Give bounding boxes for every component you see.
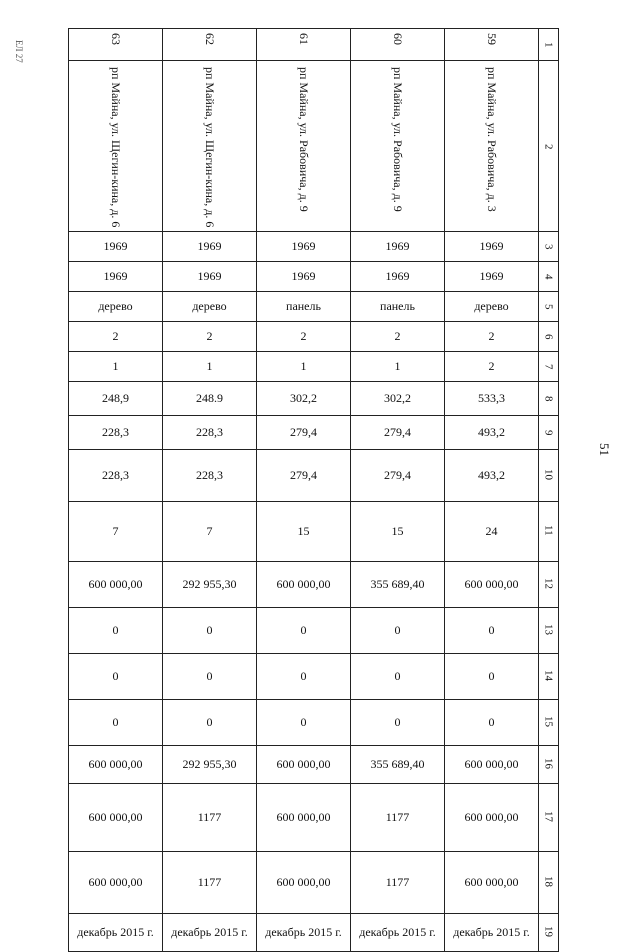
- cell-v14: 0: [445, 654, 539, 700]
- cell-v19: декабрь 2015 г.: [445, 914, 539, 952]
- column-number-label: 18: [542, 875, 555, 887]
- cell-v13: 0: [163, 608, 257, 654]
- column-number-label: 5: [542, 304, 555, 310]
- object-address: рп Майна, ул. Щегин-кина, д. 6: [203, 67, 218, 228]
- table-row: [69, 746, 559, 784]
- column-number: [539, 608, 559, 654]
- cell-v10: 228,3: [69, 450, 163, 502]
- cell-id: [69, 29, 163, 61]
- cell-v18: 600 000,00: [257, 852, 351, 914]
- column-number-label: 8: [542, 396, 555, 402]
- column-number-label: 7: [542, 364, 555, 370]
- cell-v16: 600 000,00: [445, 746, 539, 784]
- cell-v12: 355 689,40: [351, 562, 445, 608]
- table-row: [69, 654, 559, 700]
- table-row: [69, 700, 559, 746]
- cell-v18: 1177: [163, 852, 257, 914]
- table-row: [69, 322, 559, 352]
- table-row: [69, 262, 559, 292]
- table-row: [69, 29, 559, 61]
- cell-v6: 2: [351, 322, 445, 352]
- table-row: [69, 232, 559, 262]
- table-row: [69, 61, 559, 232]
- column-number-label: 1: [542, 42, 555, 48]
- table-row: [69, 450, 559, 502]
- cell-v6: 2: [69, 322, 163, 352]
- cell-v4: 1969: [69, 262, 163, 292]
- cell-v12: 600 000,00: [257, 562, 351, 608]
- object-number: 60: [391, 33, 406, 45]
- object-number: 63: [109, 33, 124, 45]
- cell-material: дерево: [445, 292, 539, 322]
- cell-v15: 0: [445, 700, 539, 746]
- cell-v18: 1177: [351, 852, 445, 914]
- cell-v13: 0: [257, 608, 351, 654]
- cell-v12: 600 000,00: [69, 562, 163, 608]
- cell-v4: 1969: [351, 262, 445, 292]
- cell-v9: 493,2: [445, 416, 539, 450]
- column-number-label: 6: [542, 334, 555, 340]
- cell-v10: 279,4: [257, 450, 351, 502]
- object-address: рп Майна, ул. Рабовича, д. 3: [485, 67, 500, 212]
- cell-v15: 0: [351, 700, 445, 746]
- object-address: рп Майна, ул. Рабовича, д. 9: [391, 67, 406, 212]
- cell-material: дерево: [163, 292, 257, 322]
- column-number: [539, 322, 559, 352]
- column-number: [539, 416, 559, 450]
- cell-v19: декабрь 2015 г.: [163, 914, 257, 952]
- column-number-label: 9: [542, 430, 555, 436]
- column-number: [539, 292, 559, 322]
- cell-v6: 2: [445, 322, 539, 352]
- cell-id: [445, 29, 539, 61]
- cell-v14: 0: [69, 654, 163, 700]
- column-number: [539, 562, 559, 608]
- column-number-label: 16: [542, 757, 555, 769]
- cell-v17: 1177: [351, 784, 445, 852]
- column-number-label: 14: [542, 669, 555, 681]
- column-number-label: 12: [542, 577, 555, 589]
- column-number-label: 13: [542, 623, 555, 635]
- cell-v7: 2: [445, 352, 539, 382]
- column-number: [539, 914, 559, 952]
- object-address: рп Майна, ул. Щегин-кина, д. 6: [109, 67, 124, 228]
- cell-v18: 600 000,00: [69, 852, 163, 914]
- margin-mark: ЕЛ 27: [14, 40, 24, 63]
- column-number-label: 17: [542, 810, 555, 822]
- page-number: 51: [597, 443, 612, 456]
- cell-v10: 279,4: [351, 450, 445, 502]
- cell-v3: 1969: [257, 232, 351, 262]
- column-number: [539, 232, 559, 262]
- cell-v17: 600 000,00: [445, 784, 539, 852]
- column-number-label: 19: [542, 925, 555, 937]
- cell-v15: 0: [69, 700, 163, 746]
- cell-v9: 228,3: [163, 416, 257, 450]
- cell-v7: 1: [163, 352, 257, 382]
- cell-address: [445, 61, 539, 232]
- cell-v4: 1969: [257, 262, 351, 292]
- cell-v13: 0: [445, 608, 539, 654]
- cell-v3: 1969: [351, 232, 445, 262]
- table-row: [69, 562, 559, 608]
- column-number: [539, 382, 559, 416]
- cell-address: [257, 61, 351, 232]
- table-row: [69, 608, 559, 654]
- column-number: [539, 61, 559, 232]
- cell-v8: 533,3: [445, 382, 539, 416]
- column-number-label: 10: [542, 468, 555, 480]
- cell-v19: декабрь 2015 г.: [351, 914, 445, 952]
- cell-v17: 600 000,00: [69, 784, 163, 852]
- cell-id: [257, 29, 351, 61]
- table-row: [69, 784, 559, 852]
- cell-v11: 7: [163, 502, 257, 562]
- table-row: [69, 914, 559, 952]
- cell-material: дерево: [69, 292, 163, 322]
- cell-v12: 292 955,30: [163, 562, 257, 608]
- object-number: 62: [203, 33, 218, 45]
- column-number-label: 4: [542, 274, 555, 280]
- cell-v11: 15: [257, 502, 351, 562]
- cell-v8: 248.9: [163, 382, 257, 416]
- cell-v4: 1969: [163, 262, 257, 292]
- cell-v16: 600 000,00: [69, 746, 163, 784]
- cell-address: [69, 61, 163, 232]
- cell-v6: 2: [257, 322, 351, 352]
- cell-v11: 15: [351, 502, 445, 562]
- cell-v9: 279,4: [351, 416, 445, 450]
- column-number: [539, 262, 559, 292]
- cell-v3: 1969: [69, 232, 163, 262]
- cell-address: [351, 61, 445, 232]
- cell-v18: 600 000,00: [445, 852, 539, 914]
- cell-address: [163, 61, 257, 232]
- cell-v14: 0: [351, 654, 445, 700]
- cell-v17: 1177: [163, 784, 257, 852]
- cell-v6: 2: [163, 322, 257, 352]
- column-number-label: 15: [542, 715, 555, 727]
- column-number-label: 2: [542, 143, 555, 150]
- object-address: рп Майна, ул. Рабовича, д. 9: [297, 67, 312, 212]
- column-number: [539, 784, 559, 852]
- column-number: [539, 700, 559, 746]
- cell-v7: 1: [257, 352, 351, 382]
- column-number: [539, 654, 559, 700]
- cell-v14: 0: [163, 654, 257, 700]
- column-number: [539, 352, 559, 382]
- table-row: [69, 292, 559, 322]
- cell-v10: 493,2: [445, 450, 539, 502]
- cell-v10: 228,3: [163, 450, 257, 502]
- cell-v15: 0: [257, 700, 351, 746]
- cell-v9: 228,3: [69, 416, 163, 450]
- cell-v3: 1969: [163, 232, 257, 262]
- cell-v8: 248,9: [69, 382, 163, 416]
- cell-v19: декабрь 2015 г.: [257, 914, 351, 952]
- cell-v8: 302,2: [257, 382, 351, 416]
- cell-v12: 600 000,00: [445, 562, 539, 608]
- object-number: 61: [297, 33, 312, 45]
- column-number-label: 11: [542, 525, 555, 536]
- table-row: [69, 382, 559, 416]
- register-table: [68, 28, 559, 952]
- cell-v13: 0: [351, 608, 445, 654]
- cell-v8: 302,2: [351, 382, 445, 416]
- cell-v7: 1: [69, 352, 163, 382]
- column-number-label: 3: [542, 244, 555, 250]
- column-number: [539, 29, 559, 61]
- column-number: [539, 502, 559, 562]
- cell-material: панель: [351, 292, 445, 322]
- register-table-body: [69, 29, 559, 952]
- table-row: [69, 502, 559, 562]
- cell-id: [351, 29, 445, 61]
- cell-v7: 1: [351, 352, 445, 382]
- table-row: [69, 352, 559, 382]
- cell-v16: 292 955,30: [163, 746, 257, 784]
- cell-v19: декабрь 2015 г.: [69, 914, 163, 952]
- column-number: [539, 450, 559, 502]
- cell-v16: 355 689,40: [351, 746, 445, 784]
- cell-v11: 24: [445, 502, 539, 562]
- cell-v16: 600 000,00: [257, 746, 351, 784]
- cell-v4: 1969: [445, 262, 539, 292]
- cell-v14: 0: [257, 654, 351, 700]
- cell-v3: 1969: [445, 232, 539, 262]
- cell-material: панель: [257, 292, 351, 322]
- table-row: [69, 416, 559, 450]
- cell-v15: 0: [163, 700, 257, 746]
- cell-v13: 0: [69, 608, 163, 654]
- cell-v11: 7: [69, 502, 163, 562]
- column-number: [539, 746, 559, 784]
- cell-v9: 279,4: [257, 416, 351, 450]
- cell-v17: 600 000,00: [257, 784, 351, 852]
- object-number: 59: [485, 33, 500, 45]
- cell-id: [163, 29, 257, 61]
